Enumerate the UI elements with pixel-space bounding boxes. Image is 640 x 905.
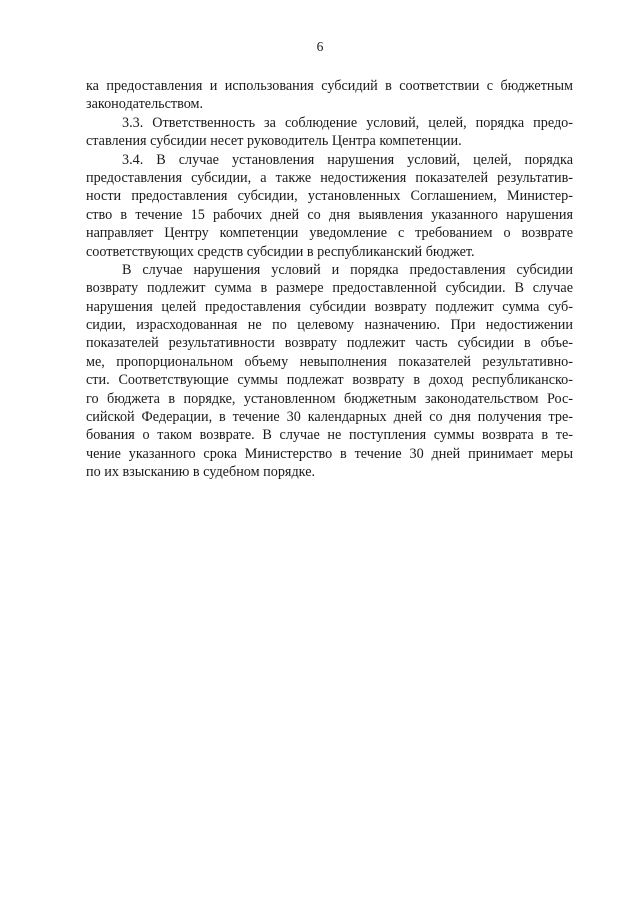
text-line: возврату подлежит сумма в размере предоставленной субсидии. В случае xyxy=(86,280,573,297)
page-number: 6 xyxy=(316,39,324,54)
text-line: В случае нарушения условий и порядка предоставления субсидии xyxy=(122,261,573,278)
text-line: ности предоставления субсидии, установленных Соглашением, Министер- xyxy=(86,188,573,205)
text-line: сийской Федерации, в течение 30 календарных дней со дня получения тре- xyxy=(86,409,573,426)
text-line: предоставления субсидии, а также недостижения показателей результатив- xyxy=(86,169,573,186)
text-line: законодательством. xyxy=(86,96,204,113)
text-line: сидии, израсходованная не по целевому назначению. При недостижении xyxy=(86,317,573,334)
text-line: 3.4. В случае установления нарушения условий, целей, порядка xyxy=(122,151,573,168)
text-line: соответствующих средств субсидии в республиканский бюджет. xyxy=(86,243,475,260)
paragraph xyxy=(86,151,573,261)
text-line: сти. Соответствующие суммы подлежат возврату в доход республиканско- xyxy=(86,372,573,389)
text-line: го бюджета в порядке, установленном бюджетным законодательством Рос- xyxy=(86,390,573,407)
paragraph xyxy=(86,114,573,151)
text-line: ме, пропорциональном объему невыполнения показателей результативно- xyxy=(86,353,573,370)
text-line: 3.3. Ответственность за соблюдение условий, целей, порядка предо- xyxy=(122,114,573,131)
text-line: показателей результативности возврату подлежит часть субсидии в объе- xyxy=(86,335,573,352)
text-line: ство в течение 15 рабочих дней со дня выявления указанного нарушения xyxy=(86,206,573,223)
text-line: бования о таком возврате. В случае не поступления суммы возврата в те- xyxy=(86,427,573,444)
text-line: по их взысканию в судебном порядке. xyxy=(86,464,316,481)
paragraph xyxy=(86,77,573,114)
text-line: ка предоставления и использования субсидий в соответствии с бюджетным xyxy=(86,78,573,94)
document-body xyxy=(86,77,573,482)
text-line: ставления субсидии несет руководитель Центра компетенции. xyxy=(86,133,462,150)
paragraph xyxy=(86,261,573,482)
text-line: нарушения целей предоставления субсидии возврату подлежит сумма суб- xyxy=(86,298,573,315)
text-line: направляет Центру компетенции уведомление с требованием о возврате xyxy=(86,225,573,242)
text-line: чение указанного срока Министерство в течение 30 дней принимает меры xyxy=(86,445,573,462)
